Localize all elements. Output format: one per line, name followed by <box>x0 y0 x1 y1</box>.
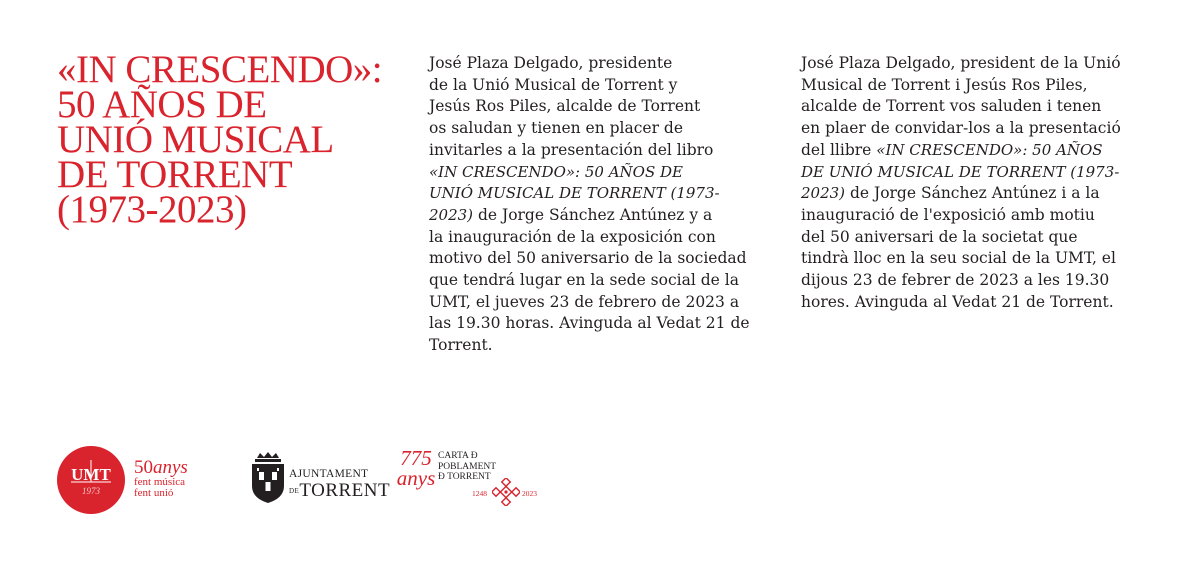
text-fragment: alcalde de Torrent vos saluden i tenen <box>801 97 1102 116</box>
text-line <box>429 96 779 118</box>
invitation-text-catalan <box>801 53 1171 313</box>
text-fragment: de Jorge Sánchez Antúnez y a <box>473 205 713 224</box>
ajuntament-word: AJUNTAMENT <box>289 468 369 480</box>
text-line <box>429 183 779 205</box>
book-title-fragment: UNIÓ MUSICAL DE TORRENT (1973- <box>429 184 720 203</box>
text-line <box>801 96 1171 118</box>
umt-monogram: UMT <box>71 465 111 484</box>
text-line <box>429 335 779 357</box>
carta-year-start: 1248 <box>472 489 487 498</box>
sponsor-logos <box>0 430 1200 530</box>
text-fragment: José Plaza Delgado, presidente <box>429 54 673 72</box>
text-fragment: motivo del 50 aniversario de la sociedad <box>429 249 747 268</box>
text-fragment: las 19.30 horas. Avinguda al Vedat 21 de <box>429 314 750 333</box>
event-title <box>57 48 397 231</box>
ajuntament-torrent: TORRENT <box>299 480 391 501</box>
text-line <box>801 205 1171 227</box>
text-line <box>801 118 1171 140</box>
umt-logo-text <box>134 458 188 499</box>
text-line <box>429 118 779 140</box>
title-line: «IN CRESCENDO»: <box>57 48 383 91</box>
carta-anys: anys <box>396 466 436 490</box>
text-line <box>801 183 1171 205</box>
text-fragment: Jesús Ros Piles, alcalde de Torrent <box>429 97 701 116</box>
ajuntament-de: DE <box>289 487 300 496</box>
book-title-fragment: «IN CRESCENDO»: 50 AÑOS <box>876 140 1103 159</box>
torrent-shield-icon <box>249 452 287 504</box>
text-line <box>429 140 779 162</box>
text-fragment: Musical de Torrent i Jesús Ros Piles, <box>801 75 1088 94</box>
text-fragment: que tendrá lugar en la sede social de la <box>429 271 739 290</box>
text-fragment: en plaer de convidar-los a la presentació <box>801 119 1121 138</box>
text-fragment: UMT, el jueves 23 de febrero de 2023 a <box>429 292 740 311</box>
umt-logo-icon <box>57 446 125 514</box>
text-line <box>429 162 779 184</box>
umt-number: 50 <box>134 457 153 478</box>
text-fragment: del 50 aniversari de la societat que <box>801 227 1078 246</box>
text-fragment: tindrà lloc en la seu social de la UMT, el <box>801 249 1116 268</box>
carta-line-2: POBLAMENT <box>438 461 497 472</box>
text-line <box>801 162 1171 184</box>
title-line: (1973-2023) <box>57 188 247 231</box>
carta-anniversary <box>396 448 436 488</box>
text-line <box>801 227 1171 249</box>
text-fragment: dijous 23 de febrer de 2023 a les 19.30 <box>801 271 1110 290</box>
text-fragment: la inauguración de la exposición con <box>429 227 716 246</box>
text-line <box>801 75 1171 97</box>
text-line <box>429 292 779 314</box>
text-line <box>801 140 1171 162</box>
text-fragment: del llibre <box>801 140 877 159</box>
carta-year-end: 2023 <box>522 489 537 498</box>
text-fragment: hores. Avinguda al Vedat 21 de Torrent. <box>801 292 1114 311</box>
book-title-fragment: 2023) <box>801 184 846 203</box>
text-line <box>801 292 1171 314</box>
text-fragment: José Plaza Delgado, president de la Unió <box>801 54 1121 72</box>
text-fragment: os saludan y tienen en placer de <box>429 119 684 138</box>
text-fragment: Torrent. <box>429 336 493 355</box>
umt-years: 1973 <box>82 486 100 496</box>
text-fragment: invitarles a la presentación del libro <box>429 140 714 159</box>
umt-slogan-1: fent música <box>134 476 186 488</box>
invitation-text-spanish <box>429 53 779 357</box>
text-fragment: inauguració de l'exposició amb motiu <box>801 205 1095 224</box>
title-line: UNIÓ MUSICAL <box>57 118 334 161</box>
ajuntament-logo-text <box>289 468 390 501</box>
carta-line-1: CARTA Ð <box>438 451 478 461</box>
text-line <box>801 53 1171 75</box>
book-title-fragment: 2023) <box>429 205 474 224</box>
umt-anys: anys <box>153 457 188 478</box>
carta-logo-text <box>438 451 496 483</box>
carta-number: 775 <box>400 446 432 470</box>
carta-line-3: Ð TORRENT <box>438 472 491 482</box>
text-line <box>801 248 1171 270</box>
text-fragment: de la Unió Musical de Torrent y <box>429 75 678 94</box>
umt-slogan-2: fent unió <box>134 487 174 499</box>
book-title-fragment: DE UNIÓ MUSICAL DE TORRENT (1973- <box>801 162 1120 181</box>
text-line <box>429 205 779 227</box>
text-fragment: de Jorge Sánchez Antúnez i a la <box>845 184 1100 203</box>
text-line <box>429 248 779 270</box>
text-line <box>429 53 779 75</box>
title-line: 50 AÑOS DE <box>57 83 267 126</box>
book-title-fragment: «IN CRESCENDO»: 50 AÑOS DE <box>429 162 683 181</box>
text-line <box>429 75 779 97</box>
carta-cross-icon <box>492 478 520 506</box>
text-line <box>429 313 779 335</box>
umt-anniversary <box>134 458 188 477</box>
title-line: DE TORRENT <box>57 153 293 196</box>
text-line <box>429 227 779 249</box>
text-line <box>429 270 779 292</box>
text-line <box>801 270 1171 292</box>
